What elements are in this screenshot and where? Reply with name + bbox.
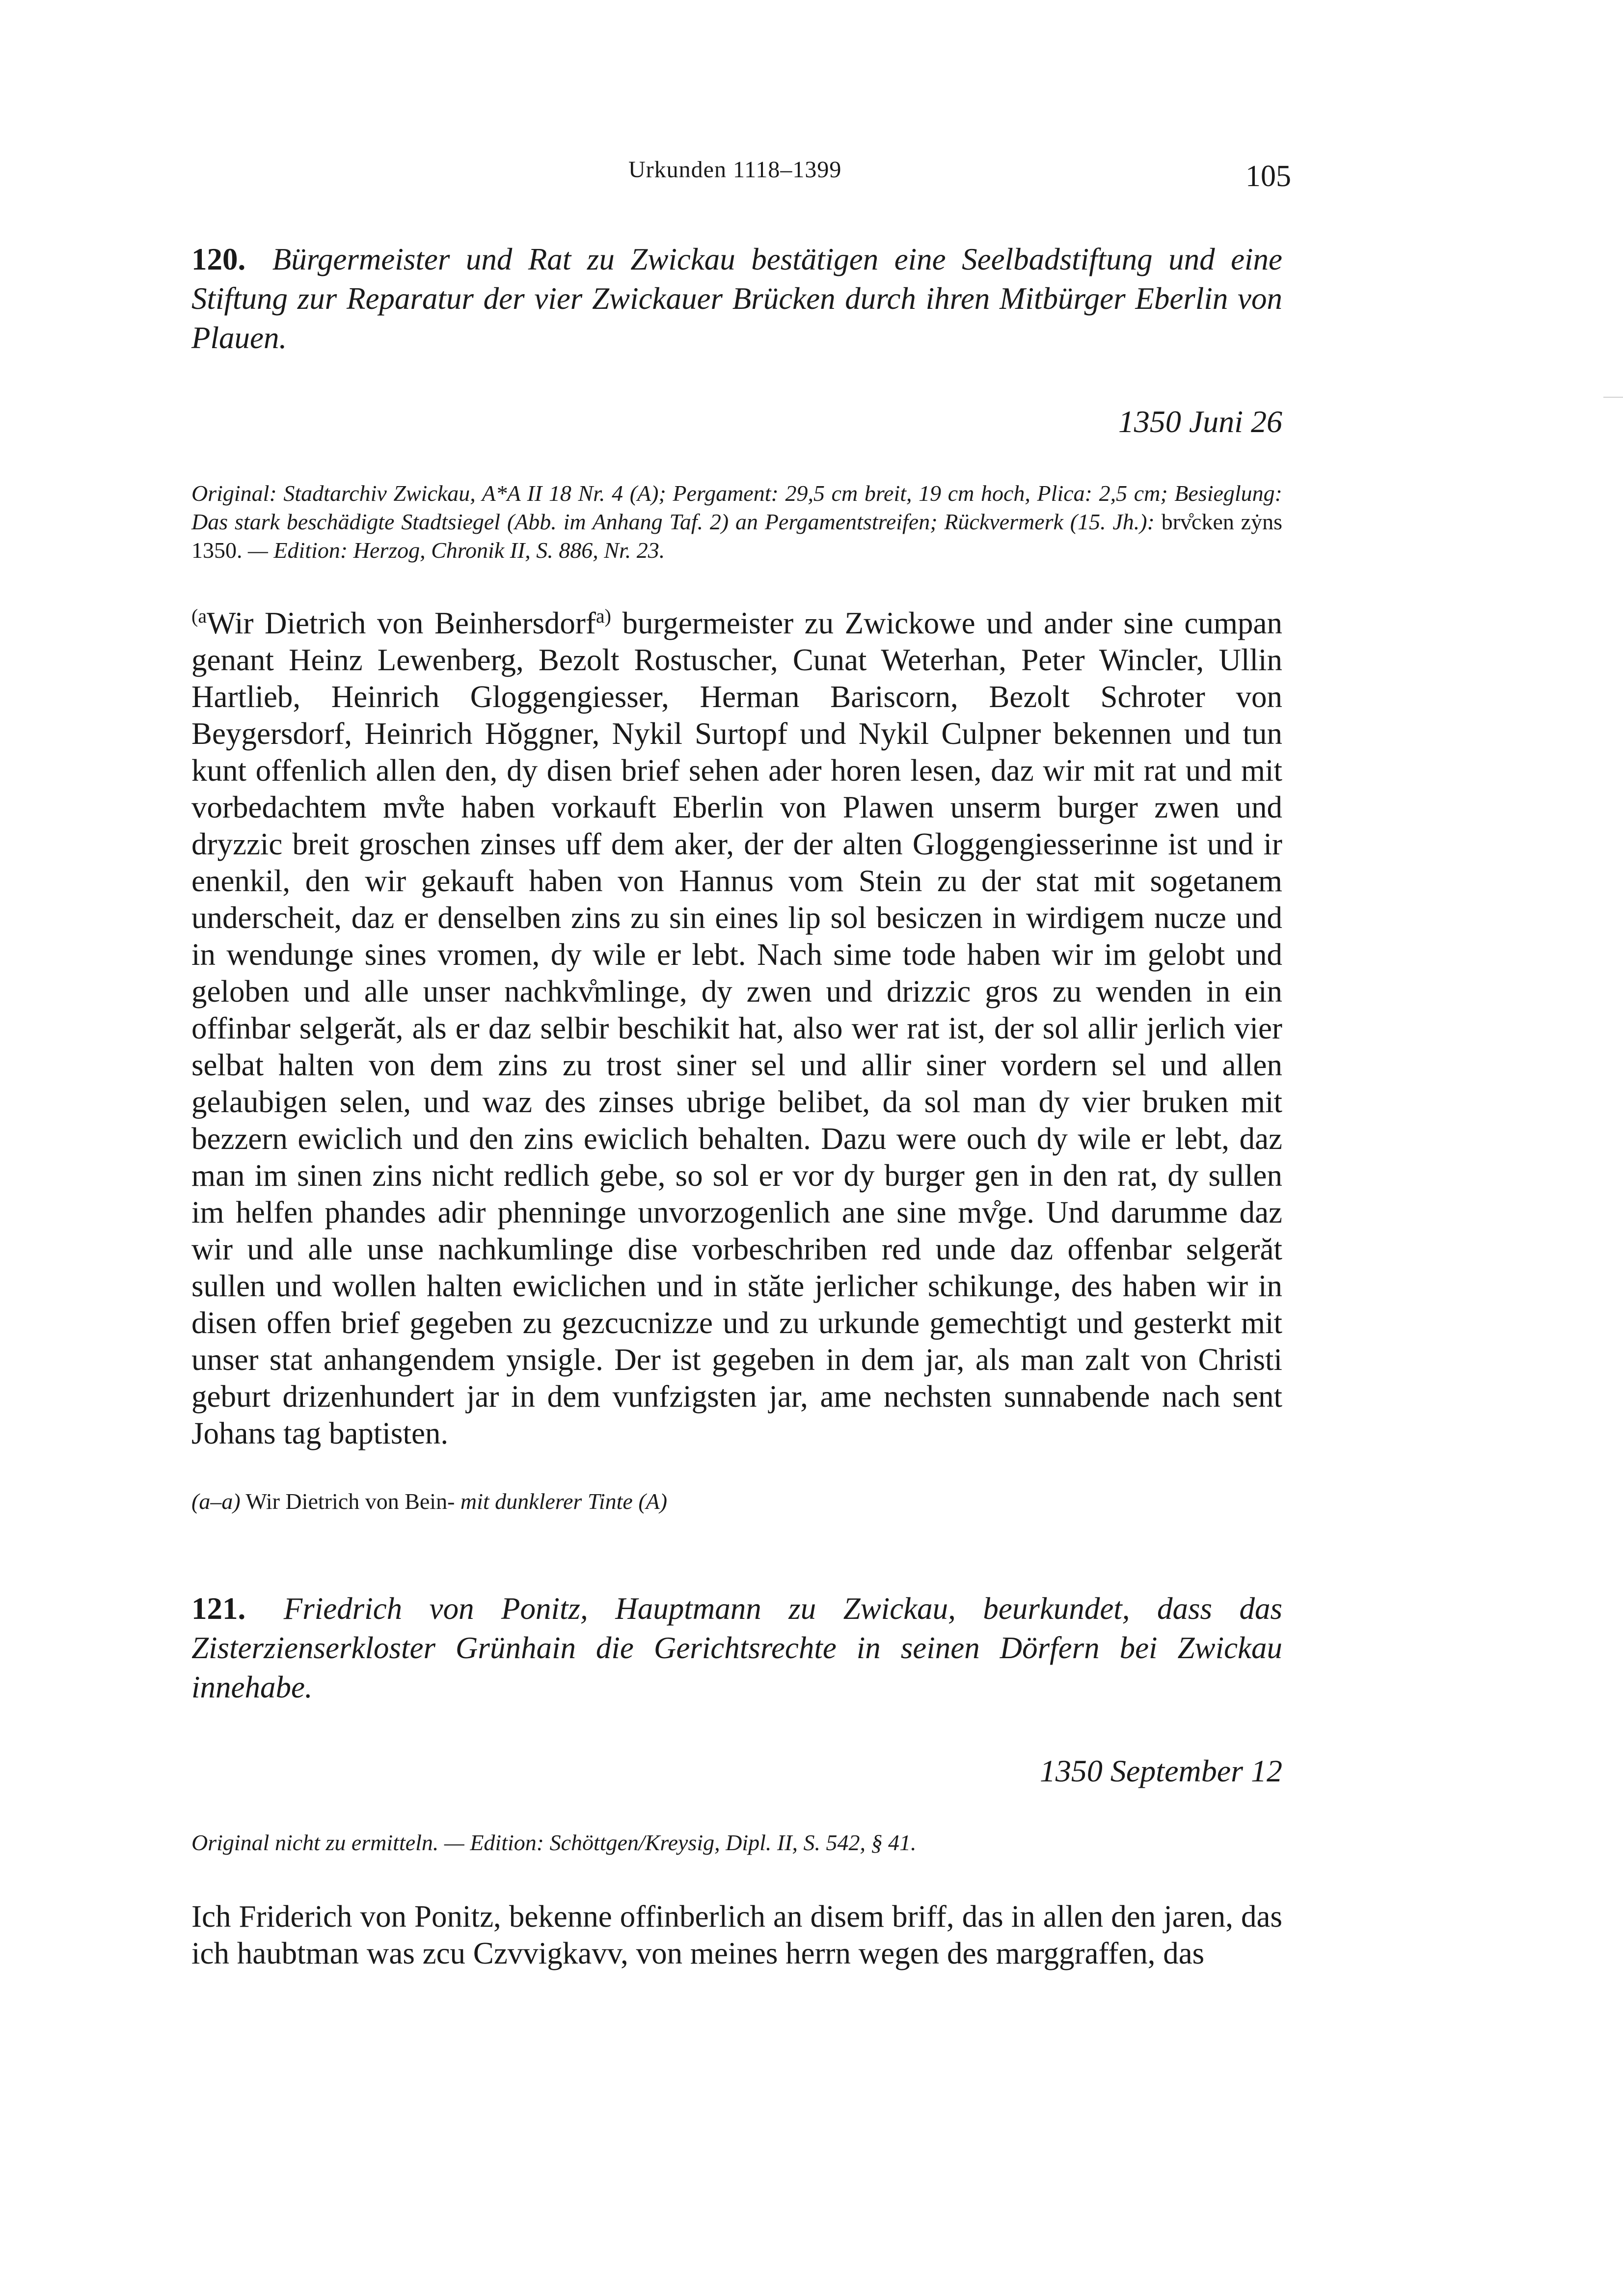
running-title: Urkunden 1118–1399	[628, 157, 842, 183]
entry-heading	[191, 240, 1282, 357]
running-header	[196, 156, 1291, 200]
entry-date: 1350 September 12	[1039, 1753, 1282, 1788]
entry-number: 121.	[191, 1591, 246, 1626]
dorsal-note: brv̊cken zẏns 1350.	[191, 509, 1283, 563]
apparatus-main: Original: Stadtarchiv Zwickau, A*A II 18 Nr. 4 (A); Pergament: 29,5 cm breit, 19 cm hoch, Plica: 2,5 cm; Besieglung: Das stark beschädigte Stadtsiegel (Abb. im Anhang Taf. 2) an Pergamentstreifen; Rückvermerk (15. Jh.):	[191, 481, 1282, 534]
entry-summary: Friedrich von Ponitz, Hauptmann zu Zwickau, beurkundet, dass das Zisterzienserkloster Grünhain die Gerichtsrechte in seinen Dörfern bei Zwickau innehabe.	[191, 1591, 1282, 1704]
entry-summary: Bürgermeister und Rat zu Zwickau bestätigen eine Seelbadstiftung und eine Stiftung zur Reparatur der vier Zwickauer Brücken durch ihren Mitbürger Eberlin von Plauen.	[191, 242, 1282, 355]
footnote-lemma: Wir Dietrich von Bein-	[245, 1489, 455, 1514]
textual-footnote	[191, 1487, 1282, 1516]
margin-mark	[1603, 397, 1623, 398]
entry-121	[191, 1589, 1282, 1972]
source-apparatus	[191, 479, 1282, 565]
page-number: 105	[1245, 160, 1291, 193]
entry-number: 120.	[191, 242, 246, 276]
entry-heading	[191, 1589, 1282, 1707]
text-body: burgermeister zu Zwickowe und ander sine cumpan genant Heinz Lewenberg, Bezolt Rostuscher, Cunat Weterhan, Peter Wincler, Ullin Hartlieb, Heinrich Gloggengiesser, Herman Bariscorn, Bezolt Schroter von Beygersdorf, Heinrich Hŏggner, Nykil Surtopf und Nykil Culpner bekennen und tun kunt offenlich allen den, dy disen brief sehen ader horen lesen, daz wir mit rat und mit vorbedachtem mv̊te haben vorkauft Eberlin von Plawen unserm burger zwen und dryzzic breit groschen zinses uff dem aker, der der alten Gloggengiesserinne ist und ir enenkil, den wir gekauft haben von Hannus vom Stein zu der stat mit sogetanem underscheit, daz er denselben zins zu sin eines lip sol besiczen in wirdigem nucze und in wendunge sines vromen, dy wile er lebt. Nach sime tode haben wir im gelobt und geloben und alle unser nachkv̊mlinge, dy zwen und drizzic gros zu wenden in ein offinbar selgerăt, als er daz selbir beschikit hat, also wer rat ist, der sol allir jerlich vier selbat halten von dem zins zu trost siner sel und allir siner vordern sel und allen gelaubigen selen, und waz des zinses ubrige belibet, da sol man dy vier bruken mit bezzern ewiclich und den zins ewiclich behalten. Dazu were ouch dy wile er lebt, daz man im sinen zins nicht redlich gebe, so sol er vor dy burger gen in den rat, dy sullen im helfen phandes adir phenninge unvorzogenlich ane sine mv̊ge. Und darumme daz wir und alle unse nachkumlinge dise vorbeschriben red unde daz offenbar selgerăt sullen und wollen halten ewiclichen und in stăte jerlicher schikunge, des haben wir in disen offen brief gegeben zu gezcucnizze und zu urkunde gemechtigt und gesterkt mit unser stat anhangendem ynsigle. Der ist gegeben in dem jar, als man zalt von Christi geburt drizenhundert jar in dem vunfzigsten jar, ame nechsten sunnabende nach sent Johans tag baptisten.	[191, 606, 1282, 1450]
entry-120	[191, 240, 1282, 1516]
document-text: Ich Friderich von Ponitz, bekenne offinberlich an disem briff, das in allen den jaren, das ich haubtman was zcu Czvvigkavv, von meines herrn wegen des marggraffen, das	[191, 1899, 1282, 1970]
source-apparatus: Original nicht zu ermitteln. — Edition: Schöttgen/Kreysig, Dipl. II, S. 542, § 41.	[191, 1830, 917, 1855]
footnote-marker-close: a)	[595, 605, 611, 627]
footnote-note: mit dunklerer Tinte (A)	[460, 1489, 668, 1514]
footnote-siglum: (a–a)	[191, 1489, 241, 1514]
lead-phrase: Wir Dietrich von Beinhersdorf	[207, 606, 596, 640]
footnote-marker-open: (a	[191, 605, 207, 627]
apparatus-edition: — Edition: Herzog, Chronik II, S. 886, Nr. 23.	[248, 538, 665, 563]
document-text	[191, 605, 1282, 1452]
entry-date: 1350 Juni 26	[1118, 404, 1282, 439]
